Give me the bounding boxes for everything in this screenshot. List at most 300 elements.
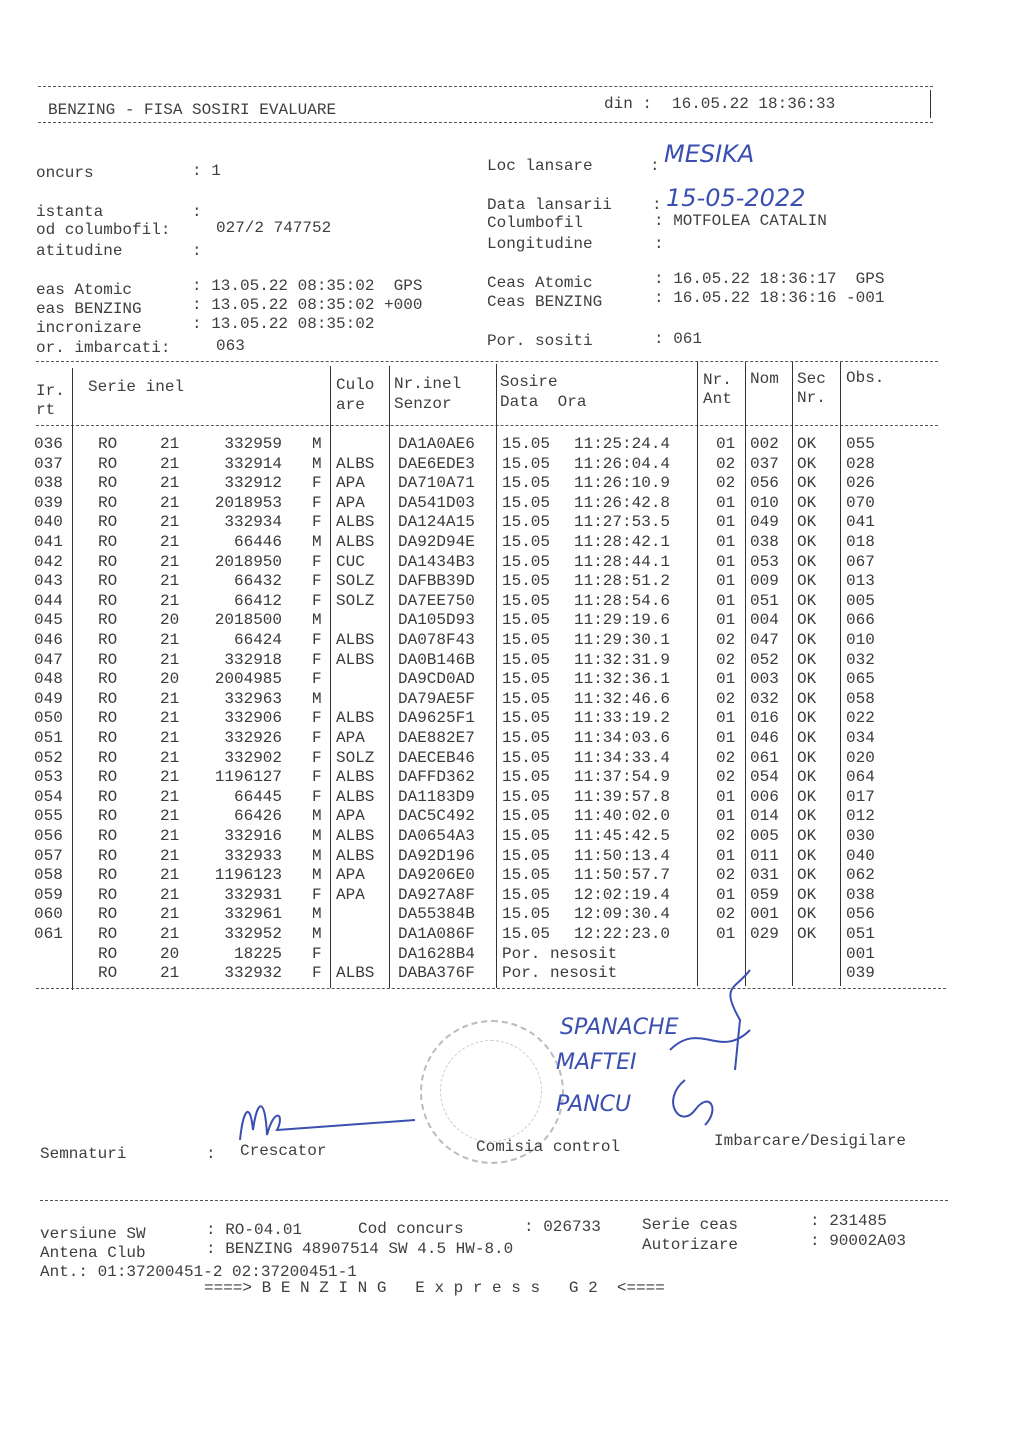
table-row — [0, 454, 1024, 474]
table-row — [0, 571, 1024, 591]
cell-nom: 059 — [750, 885, 779, 904]
cell-ora: 11:33:19.2 — [574, 709, 671, 728]
cell-ora: 11:37:54.9 — [574, 768, 671, 787]
cell-ant: 01 — [716, 787, 736, 806]
handwritten-name-1: SPANACHE — [560, 1015, 679, 1040]
cell-inel: 332934 — [224, 513, 282, 532]
cell-tara: RO — [98, 552, 118, 571]
cell-inel: 1196127 — [214, 768, 282, 787]
cell-obs: 010 — [846, 631, 875, 649]
cell-nom: 056 — [750, 474, 779, 493]
cell-senzor: DAFFD362 — [398, 768, 475, 787]
cell-culoare: APA — [336, 807, 365, 826]
cell-tara: RO — [98, 454, 118, 473]
cell-ora: 11:28:54.6 — [574, 591, 671, 610]
cell-sec: OK — [797, 513, 817, 532]
col-header-serie-inel: Serie inel — [88, 378, 185, 396]
cell-ora: 11:26:42.8 — [574, 493, 671, 512]
cell-senzor: DAECEB46 — [398, 748, 475, 767]
cell-tara: RO — [98, 709, 118, 728]
cell-obs: 040 — [846, 846, 875, 865]
cod-columbofil-label: od columbofil: — [36, 221, 171, 239]
cell-inel: 66432 — [233, 572, 282, 591]
cell-sec: OK — [797, 748, 817, 767]
cell-sec: OK — [797, 729, 817, 747]
cell-ora: 11:45:42.5 — [574, 827, 671, 845]
autorizare-label: Autorizare — [642, 1236, 739, 1254]
cell-tara: RO — [98, 533, 118, 551]
table-row — [0, 532, 1024, 552]
cell-nr: 038 — [34, 474, 63, 493]
cell-data: 15.05 — [502, 435, 551, 453]
cell-ant: 01 — [716, 513, 736, 532]
cell-nr: 052 — [34, 748, 63, 767]
cell-ant: 02 — [716, 631, 736, 649]
cell-nom: 038 — [750, 533, 779, 551]
cell-inel: 66445 — [233, 787, 282, 806]
cell-sec: OK — [797, 689, 817, 708]
cell-an: 21 — [160, 474, 180, 493]
cell-obs: 013 — [846, 572, 875, 591]
sincronizare-label: incronizare — [36, 319, 142, 337]
cell-sex: F — [312, 572, 322, 591]
cell-sec: OK — [797, 866, 817, 885]
cell-senzor: DA078F43 — [398, 631, 475, 649]
cell-an: 21 — [160, 689, 180, 708]
cell-culoare: ALBS — [336, 709, 375, 728]
cell-an: 21 — [160, 787, 180, 806]
versiune-sw-label: versiune SW — [40, 1225, 146, 1243]
cell-obs: 058 — [846, 689, 875, 708]
cell-ora: 11:34:33.4 — [574, 748, 671, 767]
cell-nom: 053 — [750, 552, 779, 571]
cell-obs: 039 — [846, 964, 875, 983]
cell-sex: M — [312, 611, 322, 630]
cell-nr: 055 — [34, 807, 63, 826]
cell-data: 15.05 — [502, 787, 551, 806]
cell-sec: OK — [797, 827, 817, 845]
cell-tara: RO — [98, 885, 118, 904]
cell-nr: 037 — [34, 454, 63, 473]
cell-culoare: SOLZ — [336, 572, 375, 591]
cell-inel: 332918 — [224, 650, 282, 669]
serie-ceas-value: : 231485 — [810, 1212, 887, 1230]
cell-ant: 01 — [716, 493, 736, 512]
cell-inel: 332914 — [224, 454, 282, 473]
cell-nom: 011 — [750, 846, 779, 865]
antena-club-value: : BENZING 48907514 SW 4.5 HW-8.0 — [206, 1240, 514, 1258]
ceas-atomic-end-label: Ceas Atomic — [487, 274, 593, 292]
cell-tara: RO — [98, 964, 118, 983]
cell-nom: 032 — [750, 689, 779, 708]
table-row — [0, 748, 1024, 768]
ceas-benzing-end-label: Ceas BENZING — [487, 293, 603, 311]
cell-nom: 061 — [750, 748, 779, 767]
cell-obs: 056 — [846, 905, 875, 924]
columbofil-value: : MOTFOLEA CATALIN — [654, 212, 827, 230]
cell-sex: F — [312, 670, 322, 689]
cell-sec: OK — [797, 905, 817, 924]
latitudine-value: : — [192, 242, 202, 260]
cell-data: 15.05 — [502, 533, 551, 551]
concurs-value: : 1 — [192, 162, 221, 180]
cell-sex: F — [312, 591, 322, 610]
cell-sec: OK — [797, 631, 817, 649]
cell-ant: 02 — [716, 474, 736, 493]
cell-culoare: ALBS — [336, 513, 375, 532]
cell-ant: 01 — [716, 729, 736, 747]
cod-concurs-value: : 026733 — [524, 1218, 601, 1236]
cell-inel: 2004985 — [214, 670, 282, 689]
benzing-express-banner: ====> B E N Z I N G E x p r e s s G 2 <==== — [204, 1279, 665, 1297]
signature-crescator-icon — [225, 1090, 425, 1150]
cell-inel: 332933 — [224, 846, 282, 865]
cell-ora: 11:25:24.4 — [574, 435, 671, 453]
cell-data: 15.05 — [502, 925, 551, 943]
cell-nr: 044 — [34, 591, 63, 610]
data-lansarii-colon: : — [652, 196, 662, 214]
cell-obs: 005 — [846, 591, 875, 610]
table-row — [0, 434, 1024, 454]
table-row — [0, 885, 1024, 905]
cell-senzor: DA927A8F — [398, 885, 475, 904]
cell-tara: RO — [98, 729, 118, 747]
cell-tara: RO — [98, 944, 118, 963]
cell-ant: 01 — [716, 552, 736, 571]
cell-sec: OK — [797, 925, 817, 943]
col-header-senzor-2: Senzor — [394, 395, 452, 413]
cell-inel: 66446 — [233, 533, 282, 551]
cell-tara: RO — [98, 493, 118, 512]
cell-nr: 054 — [34, 787, 63, 806]
cell-ora: 11:32:36.1 — [574, 670, 671, 689]
cell-sex: F — [312, 552, 322, 571]
cell-sex: F — [312, 709, 322, 728]
table-row — [0, 689, 1024, 709]
cell-culoare: ALBS — [336, 964, 375, 983]
cell-obs: 034 — [846, 729, 875, 747]
cell-sex: F — [312, 513, 322, 532]
ceas-benzing-start-value: : 13.05.22 08:35:02 +000 — [192, 296, 423, 314]
cell-nom: 016 — [750, 709, 779, 728]
cell-nom: 046 — [750, 729, 779, 747]
table-row — [0, 806, 1024, 826]
handwritten-name-2: MAFTEI — [556, 1050, 637, 1075]
cell-tara: RO — [98, 611, 118, 630]
cell-ant: 01 — [716, 533, 736, 551]
cell-inel: 332906 — [224, 709, 282, 728]
cell-data: 15.05 — [502, 729, 551, 747]
table-row — [0, 650, 1024, 670]
cell-nom: 031 — [750, 866, 779, 885]
cell-an: 21 — [160, 493, 180, 512]
cell-sec: OK — [797, 768, 817, 787]
porumbei-sositi-value: : 061 — [654, 330, 703, 348]
cell-obs: 022 — [846, 709, 875, 728]
table-row — [0, 552, 1024, 572]
col-header-sosire-2: Data Ora — [500, 393, 587, 411]
table-row — [0, 767, 1024, 787]
col-header-nr-ant-1: Nr. — [703, 371, 732, 389]
cell-nom: 014 — [750, 807, 779, 826]
cell-obs: 055 — [846, 435, 875, 453]
cell-sec: OK — [797, 533, 817, 551]
cell-inel: 2018500 — [214, 611, 282, 630]
cell-nr: 053 — [34, 768, 63, 787]
cell-inel: 332931 — [224, 885, 282, 904]
cell-data: 15.05 — [502, 807, 551, 826]
cell-inel: 332961 — [224, 905, 282, 924]
data-lansarii-label: Data lansarii — [487, 196, 612, 214]
dove-stamp-icon — [440, 1040, 542, 1142]
cell-nr: 039 — [34, 493, 63, 512]
cell-data: 15.05 — [502, 591, 551, 610]
col-header-nr-crt-2: rt — [36, 401, 56, 419]
cell-sex: M — [312, 454, 322, 473]
table-top-rule — [36, 361, 938, 362]
cell-data: 15.05 — [502, 885, 551, 904]
cell-sex: F — [312, 729, 322, 747]
cell-sex: F — [312, 964, 322, 983]
cell-data: 15.05 — [502, 689, 551, 708]
col-header-nr-ant-2: Ant — [703, 390, 732, 408]
cell-inel: 66426 — [233, 807, 282, 826]
cell-inel: 332963 — [224, 689, 282, 708]
cell-an: 21 — [160, 729, 180, 747]
autorizare-value: : 90002A03 — [810, 1232, 907, 1250]
versiune-sw-value: : RO-04.01 — [206, 1221, 303, 1239]
cell-an: 20 — [160, 670, 180, 689]
cell-sec: OK — [797, 552, 817, 571]
cell-senzor: DA7EE750 — [398, 591, 475, 610]
cell-data: 15.05 — [502, 905, 551, 924]
cell-inel: 332952 — [224, 925, 282, 943]
cell-sex: F — [312, 474, 322, 493]
cell-senzor: DA55384B — [398, 905, 475, 924]
cell-sec: OK — [797, 885, 817, 904]
cod-columbofil-value: 027/2 747752 — [216, 219, 332, 237]
cell-data: 15.05 — [502, 768, 551, 787]
cell-obs: 041 — [846, 513, 875, 532]
cell-culoare: ALBS — [336, 533, 375, 551]
cell-nr: 051 — [34, 729, 63, 747]
cell-nr: 036 — [34, 435, 63, 453]
col-header-sec-2: Nr. — [797, 389, 826, 407]
cell-tara: RO — [98, 748, 118, 767]
cell-sex: M — [312, 689, 322, 708]
cell-senzor: DA1A086F — [398, 925, 475, 943]
table-row — [0, 904, 1024, 924]
cell-sec: OK — [797, 572, 817, 591]
cell-ora: 12:22:23.0 — [574, 925, 671, 943]
cell-nr: 045 — [34, 611, 63, 630]
cell-sec: OK — [797, 670, 817, 689]
cell-inel: 332902 — [224, 748, 282, 767]
cell-nr: 057 — [34, 846, 63, 865]
antena-club-label: Antena Club — [40, 1244, 146, 1262]
table-row — [0, 512, 1024, 532]
cell-obs: 067 — [846, 552, 875, 571]
cell-sex: M — [312, 925, 322, 943]
cell-sex: F — [312, 768, 322, 787]
table-row — [0, 630, 1024, 650]
handwritten-name-3: PANCU — [556, 1092, 632, 1117]
col-header-senzor-1: Nr.inel — [394, 375, 462, 393]
cell-ant: 01 — [716, 807, 736, 826]
cell-culoare: CUC — [336, 552, 365, 571]
distanta-label: istanta — [36, 203, 104, 221]
table-bottom-rule — [36, 988, 946, 989]
porumbei-imbarcati-value: 063 — [216, 337, 245, 355]
footer-rule — [40, 1200, 948, 1201]
cell-nom: 051 — [750, 591, 779, 610]
cell-an: 21 — [160, 552, 180, 571]
cell-data: 15.05 — [502, 827, 551, 845]
cell-ant: 02 — [716, 689, 736, 708]
cell-obs: 038 — [846, 885, 875, 904]
cell-sec: OK — [797, 787, 817, 806]
cell-sex: F — [312, 885, 322, 904]
cell-senzor: DA79AE5F — [398, 689, 475, 708]
col-header-sec-1: Sec — [797, 370, 826, 388]
cell-inel: 2018950 — [214, 552, 282, 571]
longitudine-value: : — [654, 235, 664, 253]
cell-ora: 11:29:19.6 — [574, 611, 671, 630]
cell-nr: 040 — [34, 513, 63, 532]
table-row — [0, 826, 1024, 846]
cell-data: 15.05 — [502, 866, 551, 885]
cell-nr: 042 — [34, 552, 63, 571]
table-row — [0, 669, 1024, 689]
cell-ant: 01 — [716, 572, 736, 591]
cell-inel: 18225 — [233, 944, 282, 963]
cell-tara: RO — [98, 591, 118, 610]
cell-an: 21 — [160, 846, 180, 865]
cell-sec: OK — [797, 474, 817, 493]
table-row — [0, 787, 1024, 807]
cell-nr: 047 — [34, 650, 63, 669]
cell-data: 15.05 — [502, 513, 551, 532]
cell-ant: 01 — [716, 435, 736, 453]
cell-data: 15.05 — [502, 709, 551, 728]
cell-sec: OK — [797, 493, 817, 512]
cell-obs: 030 — [846, 827, 875, 845]
cell-senzor: DA124A15 — [398, 513, 475, 532]
cell-tara: RO — [98, 807, 118, 826]
table-row — [0, 591, 1024, 611]
ceas-benzing-end-value: : 16.05.22 18:36:16 -001 — [654, 289, 885, 307]
cell-nom: 037 — [750, 454, 779, 473]
ceas-atomic-start-label: eas Atomic — [36, 281, 133, 299]
loc-lansare-colon: : — [650, 157, 660, 175]
distanta-value: : — [192, 203, 202, 221]
col-header-sosire-1: Sosire — [500, 373, 558, 391]
data-lansarii-value: 15-05-2022 — [666, 184, 806, 212]
cell-data: 15.05 — [502, 572, 551, 591]
cell-inel: 2018953 — [214, 493, 282, 512]
cell-inel: 1196123 — [214, 866, 282, 885]
cell-nom: 047 — [750, 631, 779, 649]
cell-senzor: DA1434B3 — [398, 552, 475, 571]
cell-ant: 02 — [716, 454, 736, 473]
cell-ant: 02 — [716, 905, 736, 924]
cell-ora: 12:09:30.4 — [574, 905, 671, 924]
cell-senzor: DA92D94E — [398, 533, 475, 551]
cell-obs: 001 — [846, 944, 875, 963]
cell-obs: 020 — [846, 748, 875, 767]
cell-inel: 332926 — [224, 729, 282, 747]
col-header-culoare-2: are — [336, 396, 365, 414]
cell-inel: 332959 — [224, 435, 282, 453]
cell-senzor: DA9CD0AD — [398, 670, 475, 689]
cell-sex: M — [312, 866, 322, 885]
cell-tara: RO — [98, 827, 118, 845]
cell-an: 21 — [160, 709, 180, 728]
cell-an: 21 — [160, 748, 180, 767]
cell-ant: 02 — [716, 866, 736, 885]
cell-ora: 11:27:53.5 — [574, 513, 671, 532]
cell-obs: 018 — [846, 533, 875, 551]
cell-nr: 041 — [34, 533, 63, 551]
table-header-rule — [36, 425, 938, 426]
cell-an: 21 — [160, 631, 180, 649]
header-right-border — [930, 90, 931, 118]
cell-an: 21 — [160, 650, 180, 669]
cell-obs: 028 — [846, 454, 875, 473]
cell-senzor: DA1183D9 — [398, 787, 475, 806]
cell-senzor: DABA376F — [398, 964, 475, 983]
cell-ant: 01 — [716, 885, 736, 904]
comisia-control-label: Comisia control — [476, 1138, 621, 1156]
cell-nr: 043 — [34, 572, 63, 591]
cell-nr: 049 — [34, 689, 63, 708]
porumbei-sositi-label: Por. sositi — [487, 332, 593, 350]
cell-ora: 11:50:57.7 — [574, 866, 671, 885]
ceas-atomic-end-value: : 16.05.22 18:36:17 GPS — [654, 270, 885, 288]
cell-obs: 062 — [846, 866, 875, 885]
cell-data: 15.05 — [502, 493, 551, 512]
cell-data: 15.05 — [502, 650, 551, 669]
cell-culoare: APA — [336, 493, 365, 512]
table-row — [0, 493, 1024, 513]
cell-culoare: ALBS — [336, 827, 375, 845]
cell-ora: 12:02:19.4 — [574, 885, 671, 904]
cell-nr: 056 — [34, 827, 63, 845]
cell-obs: 012 — [846, 807, 875, 826]
col-header-nr-crt-1: Ir. — [36, 382, 65, 400]
cell-nr: 050 — [34, 709, 63, 728]
cell-culoare: ALBS — [336, 787, 375, 806]
cell-nr: 058 — [34, 866, 63, 885]
antenna-ids: Ant.: 01:37200451-2 02:37200451-1 — [40, 1263, 357, 1281]
cell-sec: OK — [797, 454, 817, 473]
signature-comisia-icon — [640, 960, 800, 1130]
cell-an: 21 — [160, 533, 180, 551]
cell-sex: M — [312, 807, 322, 826]
cell-tara: RO — [98, 689, 118, 708]
cell-sec: OK — [797, 591, 817, 610]
cell-inel: 66412 — [233, 591, 282, 610]
cell-ora: 11:50:13.4 — [574, 846, 671, 865]
cell-culoare: ALBS — [336, 454, 375, 473]
cell-tara: RO — [98, 925, 118, 943]
cell-senzor: DA710A71 — [398, 474, 475, 493]
table-row — [0, 708, 1024, 728]
porumbei-imbarcati-label: or. imbarcati: — [36, 339, 171, 357]
cell-an: 21 — [160, 925, 180, 943]
cell-tara: RO — [98, 631, 118, 649]
cell-obs: 066 — [846, 611, 875, 630]
